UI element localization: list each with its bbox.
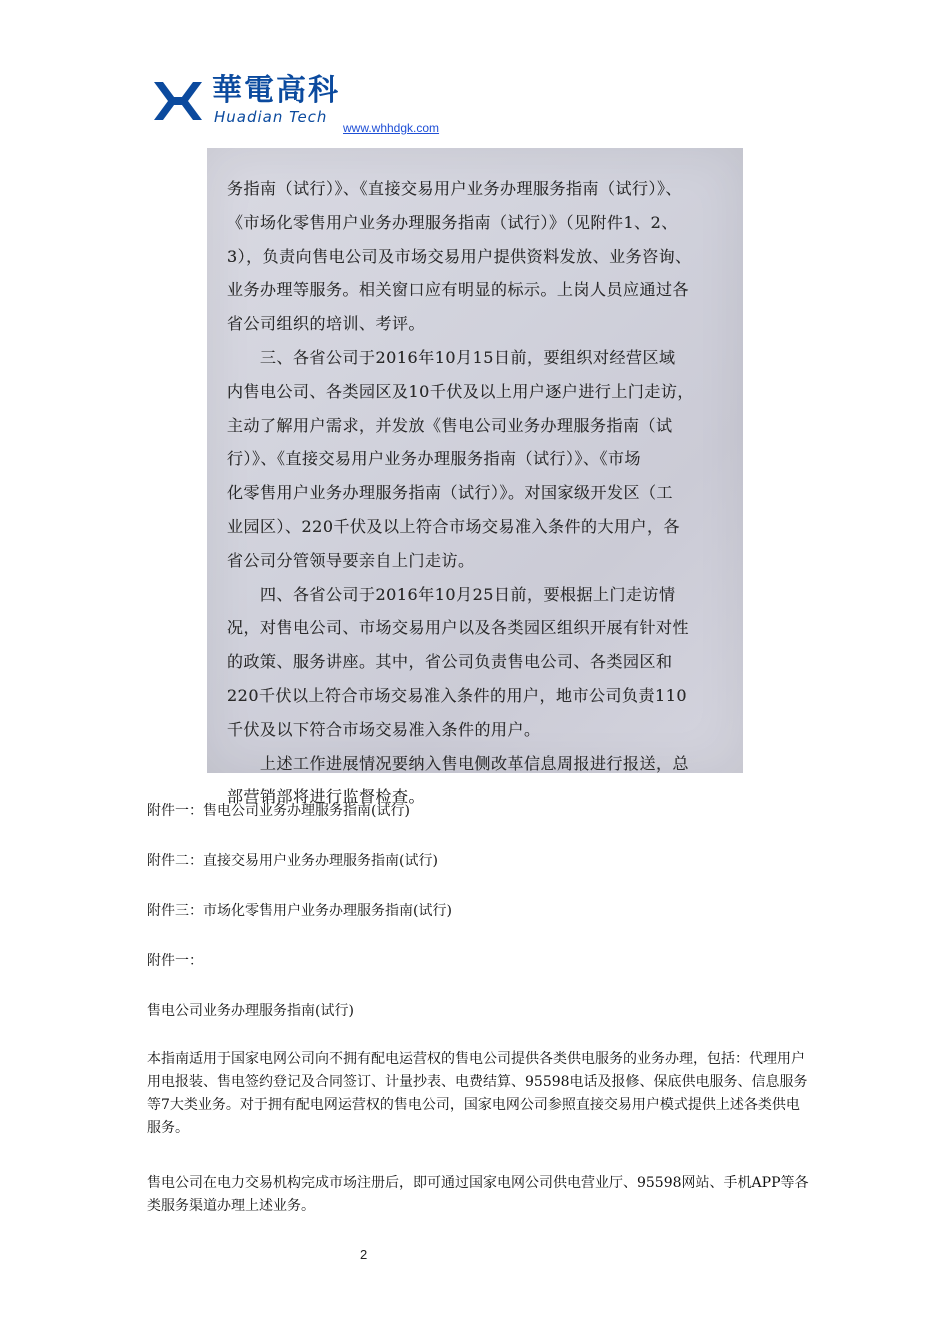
scanned-line: 部营销部将进行监督检查。 (227, 787, 426, 807)
scanned-document-text (227, 172, 727, 814)
scanned-line: 三、各省公司于2016年10月15日前，要组织对经营区域 (227, 347, 676, 367)
scanned-line: 务指南（试行）》、《直接交易用户业务办理服务指南（试行）》、 (227, 179, 683, 198)
registration-paragraph: 售电公司在电力交易机构完成市场注册后，即可通过国家电网公司供电营业厅、95598网站、手机APP等各类服务渠道办理上述业务。 (147, 1175, 809, 1214)
attachment-one-label: 附件一： (147, 953, 203, 969)
scanned-line: 3），负责向售电公司及市场交易用户提供资料发放、业务咨询、 (227, 246, 692, 266)
scanned-line: 业务办理等服务。相关窗口应有明显的标示。上岗人员应通过各 (227, 280, 690, 300)
scanned-line: 主动了解用户需求，并发放《售电公司业务办理服务指南（试 (227, 415, 673, 435)
scanned-line: 上述工作进展情况要纳入售电侧改革信息周报进行报送，总 (227, 753, 690, 773)
scanned-line: 业园区）、220千伏及以上符合市场交易准入条件的大用户，各 (227, 516, 681, 536)
scanned-line: 省公司分管领导要亲自上门走访。 (227, 550, 475, 570)
website-link[interactable]: www.whhdgk.com (343, 121, 440, 135)
company-logo-icon (150, 78, 206, 124)
attachment-list-item: 附件三：市场化零售用户业务办理服务指南(试行) (147, 903, 452, 919)
attachment-one-title: 售电公司业务办理服务指南(试行) (147, 1003, 354, 1019)
scanned-line: 的政策、服务讲座。其中，省公司负责售电公司、各类园区和 (227, 652, 673, 672)
scanned-line: 化零售用户业务办理服务指南（试行）》。对国家级开发区（工 (227, 483, 674, 503)
scanned-line: 省公司组织的培训、考评。 (227, 314, 426, 334)
page-number: 2 (360, 1247, 368, 1262)
scanned-line: 内售电公司、各类园区及10千伏及以上用户逐户进行上门走访， (227, 381, 694, 401)
scanned-document-photo (207, 148, 743, 807)
scanned-line: 千伏及以下符合市场交易准入条件的用户。 (227, 719, 541, 739)
scanned-line: 行）》、《直接交易用户业务办理服务指南（试行）》、《市场 (227, 449, 642, 469)
scope-paragraph: 本指南适用于国家电网公司向不拥有配电运营权的售电公司提供各类供电服务的业务办理，包括：代理用户用电报装、售电签约登记及合同签订、计量抄表、电费结算、95598电话及报修、保底供电服务、信息服务等7大类业务。对于拥有配电网运营权的售电公司，国家电网公司参照直接交易用户模式提供上述各类供电服务。 (147, 1051, 808, 1136)
scanned-line: 《市场化零售用户业务办理服务指南（试行）》（见附件1、2、 (227, 212, 678, 232)
attachment-list-item: 附件二：直接交易用户业务办理服务指南(试行) (147, 853, 438, 869)
scanned-line: 况，对售电公司、市场交易用户以及各类园区组织开展有针对性 (227, 618, 690, 638)
company-name: 華電高科 (212, 73, 340, 108)
scanned-line: 220千伏以上符合市场交易准入条件的用户，地市公司负责110 (227, 685, 688, 705)
scanned-line: 四、各省公司于2016年10月25日前，要根据上门走访情 (227, 584, 676, 604)
attachment-list-item: 附件一：售电公司业务办理服务指南(试行) (147, 803, 410, 819)
company-english-name: Huadian Tech (214, 108, 328, 126)
